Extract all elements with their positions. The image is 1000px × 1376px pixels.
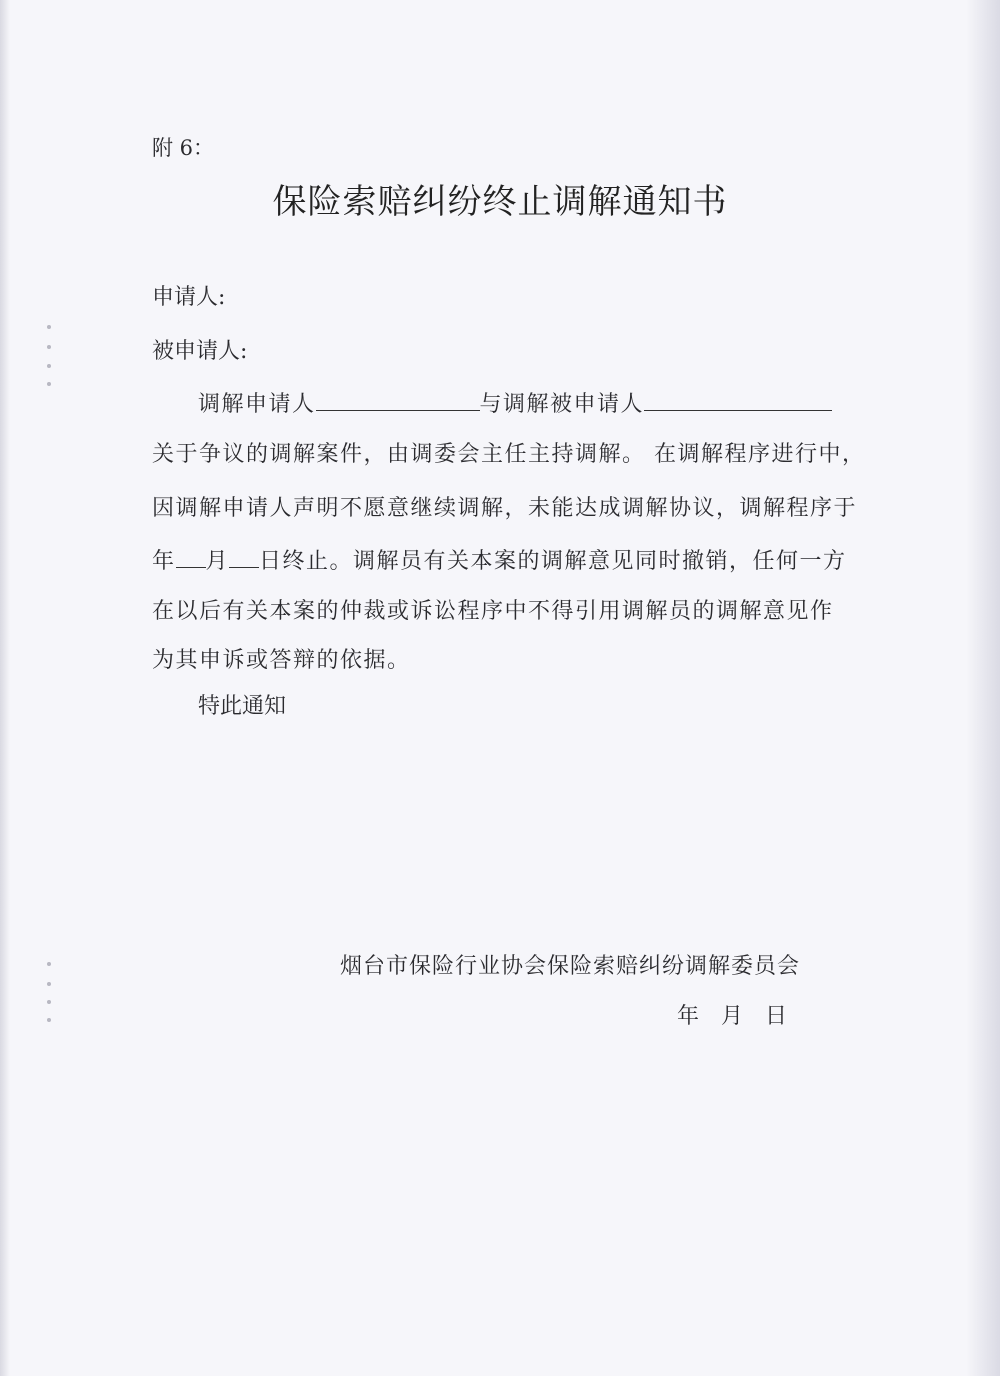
binding-hole-mark xyxy=(47,962,51,966)
issuing-organization: 烟台市保险行业协会保险索赔纠纷调解委员会 xyxy=(340,954,801,979)
applicant-text: 调解申请人 xyxy=(198,392,316,417)
binding-hole-mark xyxy=(47,382,51,386)
applicant-label: 申请人: xyxy=(152,285,226,310)
closing-notice: 特此通知 xyxy=(198,694,287,719)
binding-hole-mark xyxy=(47,1000,51,1004)
applicant-blank xyxy=(316,388,480,411)
date-year: 年 xyxy=(677,1004,700,1029)
month-blank xyxy=(176,545,206,568)
paragraph-line-5: 在以后有关本案的仲裁或诉讼程序中不得引用调解员的调解意见作 xyxy=(152,599,834,624)
binding-hole-mark xyxy=(47,982,51,986)
paragraph-line-3: 因调解申请人声明不愿意继续调解，未能达成调解协议，调解程序于 xyxy=(152,496,858,521)
binding-hole-mark xyxy=(47,364,51,368)
paragraph-line-4 xyxy=(152,545,847,577)
binding-hole-mark xyxy=(47,345,51,349)
binding-hole-mark xyxy=(47,325,51,329)
document-title: 保险索赔纠纷终止调解通知书 xyxy=(272,182,728,222)
paragraph-line-1 xyxy=(198,388,832,420)
signature-date xyxy=(677,1002,809,1032)
date-month: 月 xyxy=(721,1004,744,1029)
month-text: 月 xyxy=(205,549,230,574)
day-blank xyxy=(229,545,259,568)
date-day: 日 xyxy=(765,1004,788,1029)
respondent-text: 与调解被申请人 xyxy=(479,392,645,417)
binding-hole-mark xyxy=(47,1018,51,1022)
termination-text: 日终止。调解员有关本案的调解意见同时撤销，任何一方 xyxy=(259,549,847,574)
respondent-blank xyxy=(644,388,832,411)
respondent-label: 被申请人: xyxy=(152,339,248,364)
attachment-label: 附 6： xyxy=(152,136,215,160)
paragraph-line-2: 关于争议的调解案件，由调委会主任主持调解。 在调解程序进行中， xyxy=(152,442,866,467)
year-text: 年 xyxy=(152,549,176,574)
paragraph-line-6: 为其申诉或答辩的依据。 xyxy=(152,648,411,673)
